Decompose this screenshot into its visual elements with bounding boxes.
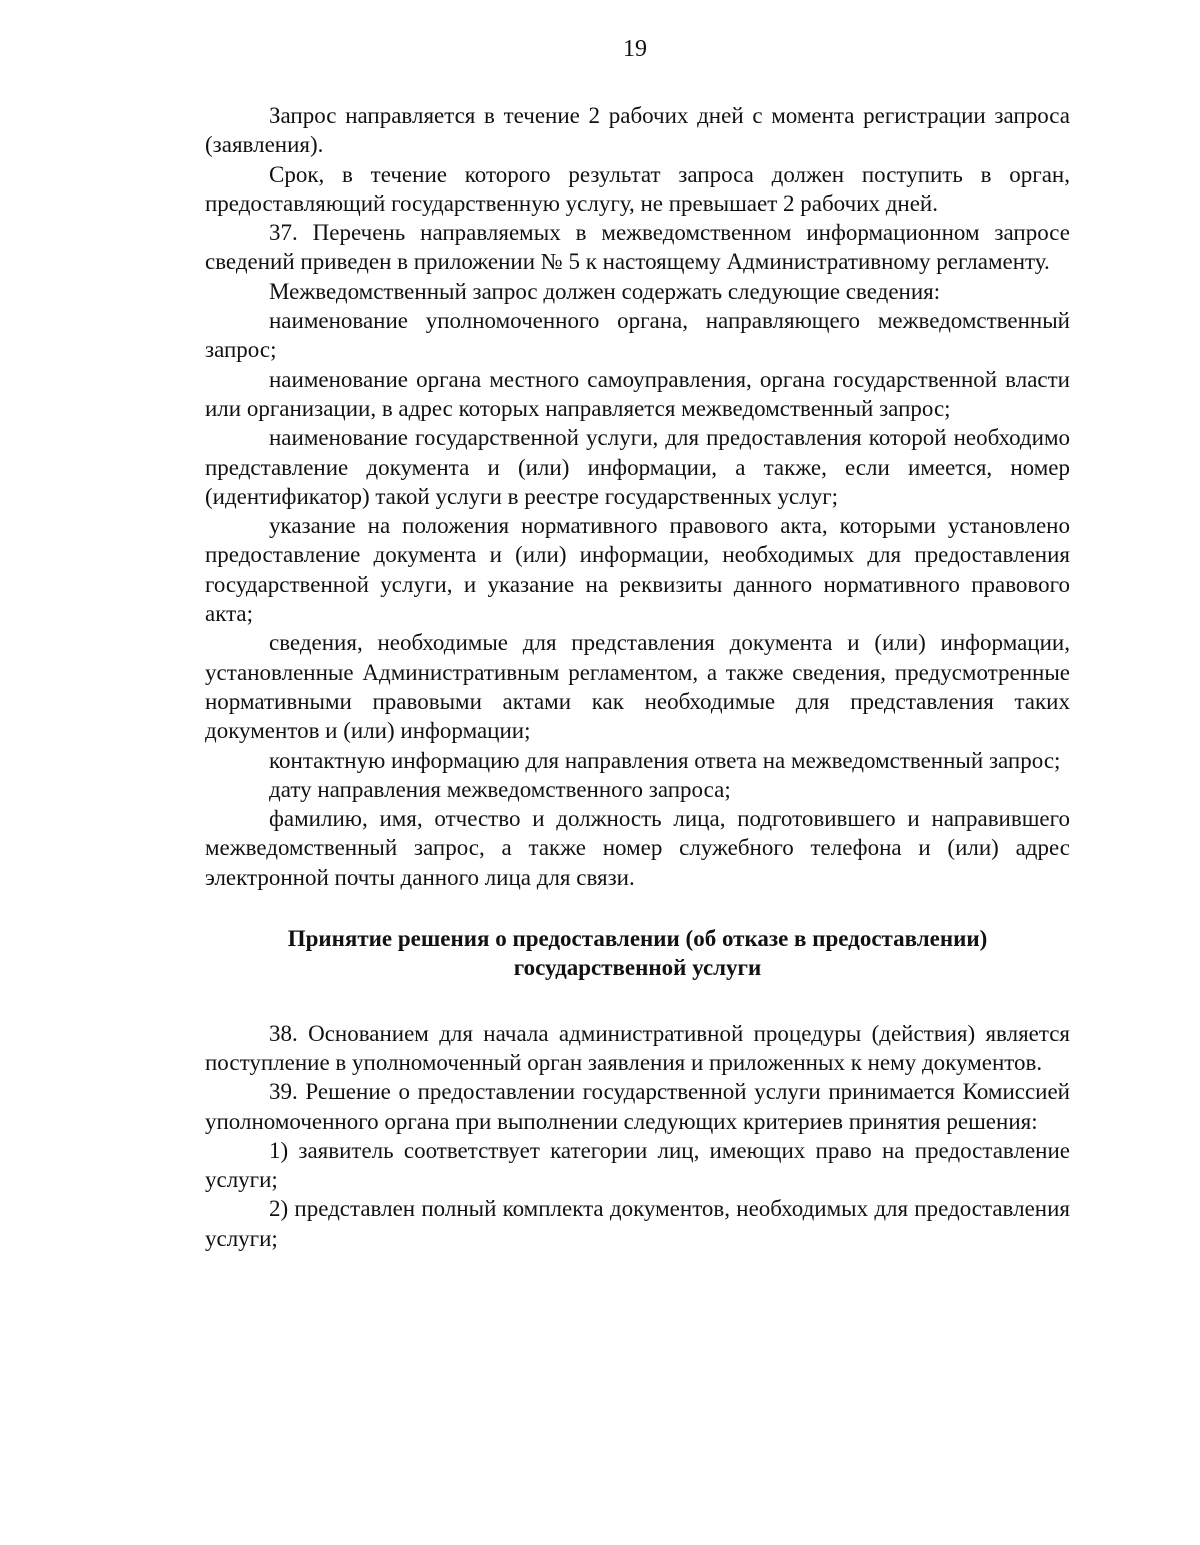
document-body: [205, 101, 1070, 1253]
list-item-authorized-body: наименование уполномоченного органа, направляющего межведомственный запрос;: [205, 308, 1070, 363]
paragraph-response-deadline: Срок, в течение которого результат запроса должен поступить в орган, предоставляющий государственную услугу, не превышает 2 рабочих дней.: [205, 161, 1070, 216]
criterion-2: 2) представлен полный комплекта документов, необходимых для предоставления услуги;: [205, 1196, 1070, 1251]
criterion-1: 1) заявитель соответствует категории лиц, имеющих право на предоставление услуги;: [205, 1137, 1070, 1193]
paragraph-39: 39. Решение о предоставлении государственной услуги принимается Комиссией уполномоченного органа при выполнении следующих критериев принятия решения:: [205, 1079, 1070, 1134]
list-item-request-date: дату направления межведомственного запроса;: [269, 776, 731, 802]
paragraph-38: 38. Основанием для начала административной процедуры (действия) является поступление в уполномоченный орган заявления и приложенных к нему документов.: [205, 1020, 1070, 1075]
list-item-service-name: наименование государственной услуги, для предоставления которой необходимо представление документа и (или) информации, а также, если имеется, номер (идентификатор) такой услуги в реестре государственных услуг;: [205, 425, 1070, 509]
paragraph-37: 37. Перечень направляемых в межведомственном информационном запросе сведений приведен в приложении № 5 к настоящему Административному регламенту.: [205, 220, 1070, 275]
list-item-required-info: сведения, необходимые для представления документа и (или) информации, установленные Административным регламентом, а также сведения, предусмотренные нормативными правовыми актами как необходимые для представления таких документов и (или) информации;: [205, 630, 1070, 744]
page-number: 19: [623, 36, 647, 62]
section-heading: Принятие решения о предоставлении (об отказе в предоставлении) государственной услуги: [287, 926, 988, 981]
list-item-legal-act: указание на положения нормативного правового акта, которыми установлено предоставление документа и (или) информации, необходимых для предоставления государственной услуги, и указание на реквизиты данного нормативного правового акта;: [205, 513, 1070, 627]
paragraph-request-timing: Запрос направляется в течение 2 рабочих дней с момента регистрации запроса (заявления).: [205, 103, 1070, 158]
list-item-responsible-person: фамилию, имя, отчество и должность лица, подготовившего и направившего межведомственный запрос, а также номер служебного телефона и (или) адрес электронной почты данного лица для связи.: [205, 806, 1070, 890]
list-item-recipient-body: наименование органа местного самоуправления, органа государственной власти или организации, в адрес которых направляется межведомственный запрос;: [205, 366, 1070, 421]
paragraph-request-contents-intro: Межведомственный запрос должен содержать следующие сведения:: [269, 278, 941, 304]
list-item-contact-info: контактную информацию для направления ответа на межведомственный запрос;: [269, 747, 1061, 773]
